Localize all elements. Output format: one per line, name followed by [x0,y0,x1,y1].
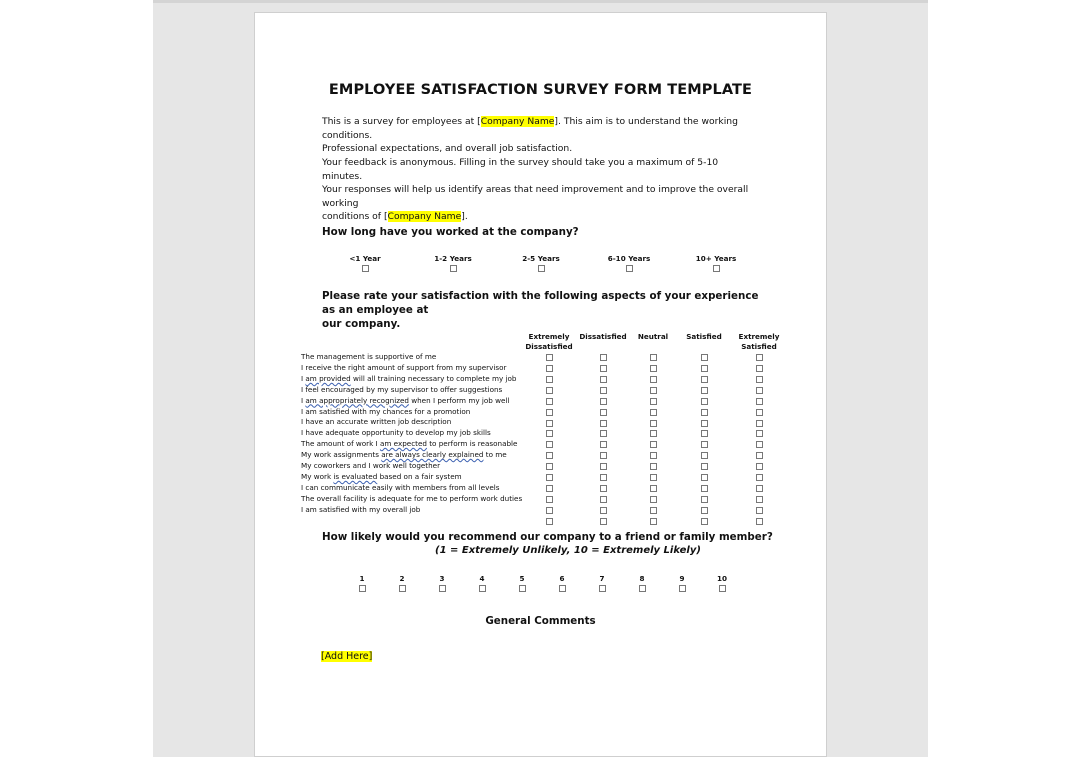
tenure-option-label: 6-10 Years [607,254,651,263]
rating-checkbox[interactable] [701,507,708,514]
satisfaction-statement: My work assignments are always clearly explained to me [301,450,507,460]
tenure-option-label: 2-5 Years [522,254,560,263]
intro-paragraph-2: Your feedback is anonymous. Filling in the survey should take you a maximum of 5-10 minutes. [322,157,719,182]
rating-checkbox[interactable] [756,507,763,514]
satisfaction-statement: The management is supportive of me [301,352,437,361]
satisfaction-statement: I have an accurate written job description [301,417,452,427]
rating-checkbox[interactable] [600,398,607,405]
rating-checkbox[interactable] [650,398,657,405]
rating-checkbox[interactable] [756,409,763,416]
rating-checkbox[interactable] [600,387,607,394]
rating-checkbox[interactable] [650,507,657,514]
rating-checkbox[interactable] [701,474,708,481]
rating-checkbox[interactable] [701,463,708,470]
rating-checkbox[interactable] [756,485,763,492]
rating-checkbox[interactable] [650,496,657,503]
satisfaction-statement: My work is evaluated based on a fair system [301,471,462,481]
rating-checkbox[interactable] [756,398,763,405]
rating-header-checkbox[interactable] [546,354,553,361]
rating-checkbox[interactable] [600,496,607,503]
satisfaction-statement: The amount of work I am expected to perform is reasonable [301,439,518,449]
rating-checkbox[interactable] [650,420,657,427]
rating-checkbox[interactable] [600,365,607,372]
recommend-option-label: 7 [599,574,605,583]
rating-checkbox[interactable] [701,398,708,405]
rating-checkbox[interactable] [600,409,607,416]
recommend-option-checkbox[interactable] [399,585,406,592]
rating-checkbox[interactable] [546,441,553,448]
recommend-option-checkbox[interactable] [359,585,366,592]
rating-checkbox[interactable] [650,376,657,383]
rating-checkbox[interactable] [756,387,763,394]
company-name-placeholder: Company Name [480,116,555,127]
general-comments-heading: General Comments [485,615,596,627]
recommend-option-label: 9 [679,574,685,583]
rating-checkbox[interactable] [756,441,763,448]
rating-checkbox[interactable] [546,485,553,492]
rating-checkbox[interactable] [756,430,763,437]
recommend-option-label: 1 [359,574,365,583]
rating-column-header: Dissatisfied [579,332,627,341]
rating-checkbox[interactable] [756,365,763,372]
rating-column-header: Extremely Dissatisfied [525,332,573,351]
rating-header-checkbox[interactable] [756,354,763,361]
tenure-option-label: <1 Year [349,254,381,263]
recommend-option-label: 4 [479,574,485,583]
rating-checkbox[interactable] [756,452,763,459]
rating-checkbox[interactable] [600,420,607,427]
tenure-option-checkbox[interactable] [713,265,720,272]
question-tenure: How long have you worked at the company? [322,226,579,238]
rating-checkbox[interactable] [756,518,763,525]
rating-checkbox[interactable] [650,485,657,492]
rating-checkbox[interactable] [650,463,657,470]
rating-column-header: Satisfied [686,332,722,341]
rating-checkbox[interactable] [546,430,553,437]
rating-checkbox[interactable] [600,376,607,383]
rating-checkbox[interactable] [701,485,708,492]
rating-checkbox[interactable] [650,474,657,481]
satisfaction-statement: I am appropriately recognized when I perform my job well [301,395,510,405]
tenure-option-label: 10+ Years [695,254,737,263]
recommend-option-label: 5 [519,574,525,583]
rating-checkbox[interactable] [650,365,657,372]
recommend-option-checkbox[interactable] [719,585,726,592]
rating-checkbox[interactable] [546,507,553,514]
document-title: EMPLOYEE SATISFACTION SURVEY FORM TEMPLATE [328,82,753,98]
rating-checkbox[interactable] [701,387,708,394]
rating-checkbox[interactable] [756,463,763,470]
add-here-field[interactable]: [Add Here] [321,651,373,662]
rating-header-checkbox[interactable] [650,354,657,361]
rating-checkbox[interactable] [701,441,708,448]
rating-checkbox[interactable] [600,507,607,514]
rating-checkbox[interactable] [756,474,763,481]
rating-checkbox[interactable] [701,496,708,503]
rating-checkbox[interactable] [650,430,657,437]
satisfaction-statement: I have adequate opportunity to develop my job skills [301,428,491,438]
tenure-option-checkbox[interactable] [626,265,633,272]
rating-checkbox[interactable] [701,409,708,416]
intro-paragraph-3: Your responses will help us identify areas that need improvement and to improve the overall working conditions of [Company Name]. [322,184,749,222]
rating-checkbox[interactable] [650,409,657,416]
recommend-scale-note: (1 = Extremely Unlikely, 10 = Extremely Likely) [435,545,701,556]
rating-checkbox[interactable] [546,409,553,416]
rating-checkbox[interactable] [701,420,708,427]
rating-checkbox[interactable] [701,452,708,459]
rating-checkbox[interactable] [600,485,607,492]
recommend-option-checkbox[interactable] [479,585,486,592]
rating-checkbox[interactable] [756,376,763,383]
rating-checkbox[interactable] [701,365,708,372]
rating-checkbox[interactable] [546,398,553,405]
satisfaction-statement: I am satisfied with my chances for a promotion [301,406,471,416]
rating-checkbox[interactable] [650,518,657,525]
rating-checkbox[interactable] [546,452,553,459]
question-recommend: How likely would you recommend our company to a friend or family member? [322,531,773,543]
satisfaction-statement: I feel encouraged by my supervisor to offer suggestions [301,384,503,394]
intro-paragraph-1: This is a survey for employees at [Company Name]. This aim is to understand the working conditions. Professional expectations, and overall job satisfaction. [322,116,738,154]
rating-column-header: Extremely Satisfied [738,332,780,351]
recommend-option-label: 8 [639,574,645,583]
satisfaction-statement: I am provided will all training necessary to complete my job [301,373,517,383]
company-name-placeholder: Company Name [387,211,462,222]
rating-checkbox[interactable] [546,463,553,470]
rating-column-header: Neutral [637,332,669,341]
rating-checkbox[interactable] [600,441,607,448]
recommend-option-label: 3 [439,574,445,583]
satisfaction-statement: My coworkers and I work well together [301,461,441,470]
recommend-option-checkbox[interactable] [439,585,446,592]
rating-checkbox[interactable] [701,518,708,525]
rating-checkbox[interactable] [756,496,763,503]
recommend-option-label: 2 [399,574,405,583]
document-page [254,12,827,757]
question-satisfaction: Please rate your satisfaction with the following aspects of your experience as an employee at our company. [322,290,759,330]
recommend-option-checkbox[interactable] [599,585,606,592]
tenure-option-checkbox[interactable] [362,265,369,272]
recommend-option-label: 10 [716,574,727,583]
rating-header-checkbox[interactable] [701,354,708,361]
recommend-option-checkbox[interactable] [639,585,646,592]
rating-checkbox[interactable] [600,518,607,525]
rating-checkbox[interactable] [650,387,657,394]
tenure-option-checkbox[interactable] [450,265,457,272]
rating-checkbox[interactable] [546,365,553,372]
satisfaction-statement: I am satisfied with my overall job [301,504,421,514]
rating-checkbox[interactable] [546,420,553,427]
tenure-option-label: 1-2 Years [434,254,472,263]
rating-checkbox[interactable] [546,376,553,383]
rating-checkbox[interactable] [756,420,763,427]
rating-checkbox[interactable] [546,496,553,503]
rating-header-checkbox[interactable] [600,354,607,361]
recommend-option-label: 6 [559,574,565,583]
rating-checkbox[interactable] [600,463,607,470]
rating-checkbox[interactable] [546,474,553,481]
recommend-option-checkbox[interactable] [679,585,686,592]
rating-checkbox[interactable] [650,441,657,448]
satisfaction-statement: I receive the right amount of support from my supervisor [301,362,507,372]
rating-checkbox[interactable] [546,387,553,394]
satisfaction-statement: The overall facility is adequate for me to perform work duties [301,493,523,503]
satisfaction-statement: I can communicate easily with members from all levels [301,482,500,492]
rating-checkbox[interactable] [600,474,607,481]
rating-checkbox[interactable] [600,452,607,459]
rating-checkbox[interactable] [600,430,607,437]
recommend-option-checkbox[interactable] [559,585,566,592]
rating-checkbox[interactable] [701,376,708,383]
rating-checkbox[interactable] [650,452,657,459]
rating-checkbox[interactable] [701,430,708,437]
rating-checkbox[interactable] [546,518,553,525]
recommend-option-checkbox[interactable] [519,585,526,592]
tenure-option-checkbox[interactable] [538,265,545,272]
